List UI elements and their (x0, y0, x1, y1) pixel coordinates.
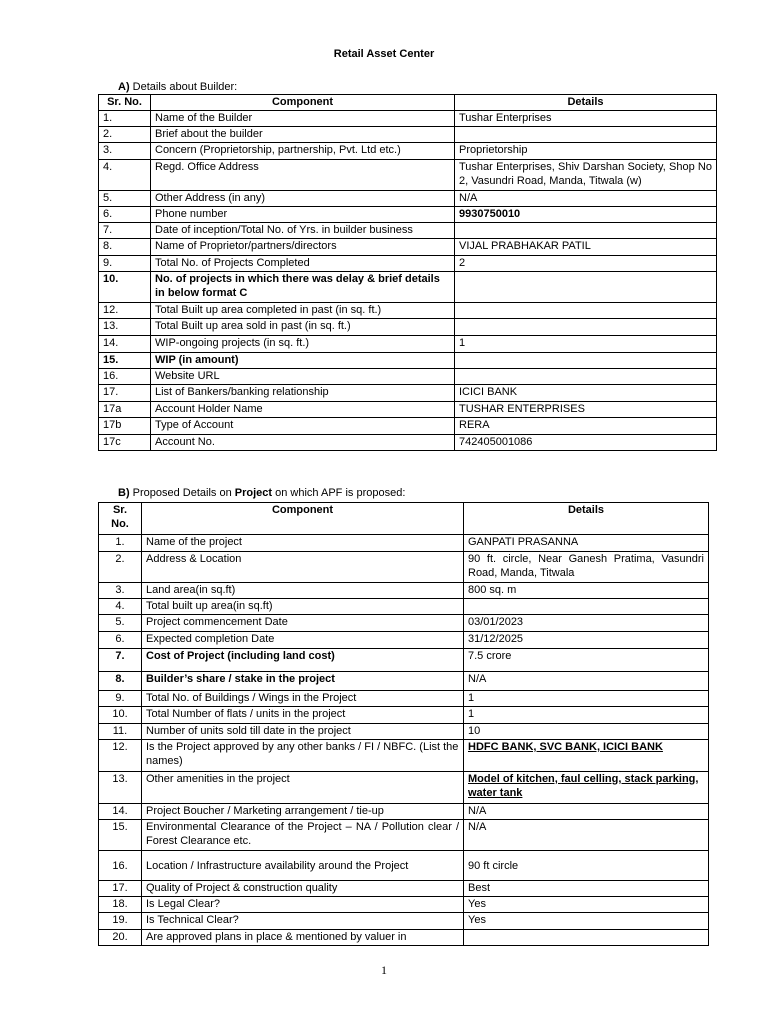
row-component: Cost of Project (including land cost) (142, 649, 464, 672)
row-component: Name of Proprietor/partners/directors (151, 239, 455, 256)
table-header-row (99, 503, 709, 535)
row-component: Date of inception/Total No. of Yrs. in builder business (151, 223, 455, 239)
row-component: Name of the project (142, 535, 464, 552)
row-component: Project commencement Date (142, 615, 464, 632)
row-component: Is the Project approved by any other banks / FI / NBFC. (List the names) (142, 740, 464, 772)
table-row (99, 672, 709, 691)
row-no: 6. (99, 207, 151, 223)
table-row (99, 435, 717, 451)
row-details: 800 sq. m (464, 583, 709, 599)
row-details: N/A (464, 804, 709, 820)
row-details: Yes (464, 897, 709, 913)
row-no: 11. (99, 724, 142, 740)
row-no: 14. (99, 336, 151, 353)
document-title: Retail Asset Center (333, 48, 435, 60)
table-row (99, 930, 709, 946)
row-no: 3. (99, 143, 151, 160)
row-no: 15. (99, 820, 142, 851)
row-details (464, 930, 709, 946)
row-details: 742405001086 (455, 435, 717, 451)
row-details: Tushar Enterprises, Shiv Darshan Society, Shop No 2, Vasundri Road, Manda, Titwala (w) (455, 160, 717, 191)
row-details: 90 ft circle (464, 851, 709, 881)
row-no: 13. (99, 319, 151, 336)
row-no: 4. (99, 160, 151, 191)
row-details (455, 353, 717, 369)
table-row (99, 239, 717, 256)
row-component: Account No. (151, 435, 455, 451)
page-number: 1 (381, 963, 387, 977)
table-row (99, 160, 717, 191)
row-details: 7.5 crore (464, 649, 709, 672)
table-row (99, 707, 709, 724)
table-row (99, 649, 709, 672)
row-details: 1 (455, 336, 717, 353)
table-row (99, 369, 717, 385)
table-row (99, 319, 717, 336)
row-details (455, 223, 717, 239)
row-no: 17a (99, 402, 151, 418)
row-component: Type of Account (151, 418, 455, 435)
row-details (455, 369, 717, 385)
row-component: Other amenities in the project (142, 772, 464, 804)
table-row (99, 724, 709, 740)
row-no: 12. (99, 740, 142, 772)
row-no: 10. (99, 707, 142, 724)
row-details: 31/12/2025 (464, 632, 709, 649)
row-no: 20. (99, 930, 142, 946)
row-details: TUSHAR ENTERPRISES (455, 402, 717, 418)
table-row (99, 851, 709, 881)
table-row (99, 223, 717, 239)
row-details: Model of kitchen, faul celling, stack parking, water tank (464, 772, 709, 804)
row-details: 1 (464, 691, 709, 707)
row-no: 1. (99, 535, 142, 552)
header-component: Component (151, 95, 455, 111)
row-details: 90 ft. circle, Near Ganesh Pratima, Vasundri Road, Manda, Titwala (464, 552, 709, 583)
row-details (455, 272, 717, 303)
row-no: 14. (99, 804, 142, 820)
table-row (99, 143, 717, 160)
table-row (99, 804, 709, 820)
row-no: 19. (99, 913, 142, 930)
row-component: Total built up area(in sq.ft) (142, 599, 464, 615)
row-no: 16. (99, 369, 151, 385)
header-details: Details (455, 95, 717, 111)
row-details (455, 319, 717, 336)
table-row (99, 418, 717, 435)
project-details-table (98, 502, 709, 946)
row-component: Brief about the builder (151, 127, 455, 143)
table-row (99, 740, 709, 772)
row-no: 13. (99, 772, 142, 804)
row-component: WIP-ongoing projects (in sq. ft.) (151, 336, 455, 353)
header-sr-no: Sr. No. (99, 503, 142, 535)
row-component: Is Technical Clear? (142, 913, 464, 930)
row-component: No. of projects in which there was delay & brief details in below format C (151, 272, 455, 303)
table-row (99, 191, 717, 207)
row-component: Expected completion Date (142, 632, 464, 649)
row-no: 7. (99, 223, 151, 239)
row-component: Regd. Office Address (151, 160, 455, 191)
row-no: 5. (99, 191, 151, 207)
row-details: Yes (464, 913, 709, 930)
table-row (99, 820, 709, 851)
table-row (99, 615, 709, 632)
row-component: Land area(in sq.ft) (142, 583, 464, 599)
row-component: Total Built up area sold in past (in sq. ft.) (151, 319, 455, 336)
row-no: 2. (99, 552, 142, 583)
table-row (99, 385, 717, 402)
row-component: Builder’s share / stake in the project (142, 672, 464, 691)
row-no: 6. (99, 632, 142, 649)
row-no: 8. (99, 239, 151, 256)
row-component: Number of units sold till date in the project (142, 724, 464, 740)
section-a-heading (118, 81, 237, 93)
row-component: Address & Location (142, 552, 464, 583)
table-row (99, 897, 709, 913)
row-component: Total Number of flats / units in the project (142, 707, 464, 724)
row-no: 17b (99, 418, 151, 435)
row-component: Account Holder Name (151, 402, 455, 418)
row-details: N/A (455, 191, 717, 207)
row-details: GANPATI PRASANNA (464, 535, 709, 552)
row-details: 10 (464, 724, 709, 740)
table-row (99, 207, 717, 223)
row-details: N/A (464, 820, 709, 851)
table-row (99, 336, 717, 353)
row-no: 2. (99, 127, 151, 143)
row-no: 12. (99, 303, 151, 319)
row-details: Best (464, 881, 709, 897)
row-no: 7. (99, 649, 142, 672)
row-details: Proprietorship (455, 143, 717, 160)
row-component: Total Built up area completed in past (in sq. ft.) (151, 303, 455, 319)
row-component: Quality of Project & construction quality (142, 881, 464, 897)
section-b-text-1: Proposed Details on (129, 487, 235, 499)
table-row (99, 632, 709, 649)
table-row (99, 127, 717, 143)
row-details: VIJAL PRABHAKAR PATIL (455, 239, 717, 256)
row-component: Environmental Clearance of the Project – NA / Pollution clear / Forest Clearance etc. (142, 820, 464, 851)
table-row (99, 111, 717, 127)
section-a-prefix: A) (118, 81, 130, 93)
row-no: 8. (99, 672, 142, 691)
table-row (99, 256, 717, 272)
row-component: Concern (Proprietorship, partnership, Pvt. Ltd etc.) (151, 143, 455, 160)
row-no: 17c (99, 435, 151, 451)
section-a-text: Details about Builder: (129, 81, 238, 93)
row-component: Name of the Builder (151, 111, 455, 127)
row-component: Location / Infrastructure availability around the Project (142, 851, 464, 881)
table-header-row (99, 95, 717, 111)
table-row (99, 913, 709, 930)
row-component: Are approved plans in place & mentioned by valuer in (142, 930, 464, 946)
row-component: WIP (in amount) (151, 353, 455, 369)
section-b-prefix: B) (118, 487, 130, 499)
table-row (99, 552, 709, 583)
row-no: 16. (99, 851, 142, 881)
table-row (99, 881, 709, 897)
row-details (464, 599, 709, 615)
row-details: HDFC BANK, SVC BANK, ICICI BANK (464, 740, 709, 772)
section-b-text-2: on which APF is proposed: (272, 487, 406, 499)
table-row (99, 353, 717, 369)
row-no: 17. (99, 881, 142, 897)
row-component: Phone number (151, 207, 455, 223)
header-details: Details (464, 503, 709, 535)
row-details: 9930750010 (455, 207, 717, 223)
row-details: 1 (464, 707, 709, 724)
row-no: 18. (99, 897, 142, 913)
table-row (99, 272, 717, 303)
row-details (455, 303, 717, 319)
row-component: Website URL (151, 369, 455, 385)
table-row (99, 535, 709, 552)
row-no: 15. (99, 353, 151, 369)
row-component: List of Bankers/banking relationship (151, 385, 455, 402)
row-no: 3. (99, 583, 142, 599)
row-no: 4. (99, 599, 142, 615)
row-no: 10. (99, 272, 151, 303)
row-component: Total No. of Projects Completed (151, 256, 455, 272)
row-no: 17. (99, 385, 151, 402)
table-row (99, 583, 709, 599)
row-component: Is Legal Clear? (142, 897, 464, 913)
row-no: 9. (99, 256, 151, 272)
row-details: Tushar Enterprises (455, 111, 717, 127)
row-details (455, 127, 717, 143)
header-sr-no: Sr. No. (99, 95, 151, 111)
row-component: Project Boucher / Marketing arrangement / tie-up (142, 804, 464, 820)
section-b-heading (118, 487, 405, 499)
table-row (99, 599, 709, 615)
table-row (99, 402, 717, 418)
table-row (99, 691, 709, 707)
table-row (99, 303, 717, 319)
builder-details-table (98, 94, 717, 451)
row-no: 1. (99, 111, 151, 127)
row-component: Other Address (in any) (151, 191, 455, 207)
section-b-bold-word: Project (234, 487, 273, 499)
row-details: 2 (455, 256, 717, 272)
table-row (99, 772, 709, 804)
row-no: 9. (99, 691, 142, 707)
row-details: RERA (455, 418, 717, 435)
row-no: 5. (99, 615, 142, 632)
row-component: Total No. of Buildings / Wings in the Project (142, 691, 464, 707)
row-details: 03/01/2023 (464, 615, 709, 632)
row-details: N/A (464, 672, 709, 691)
row-details: ICICI BANK (455, 385, 717, 402)
header-component: Component (142, 503, 464, 535)
